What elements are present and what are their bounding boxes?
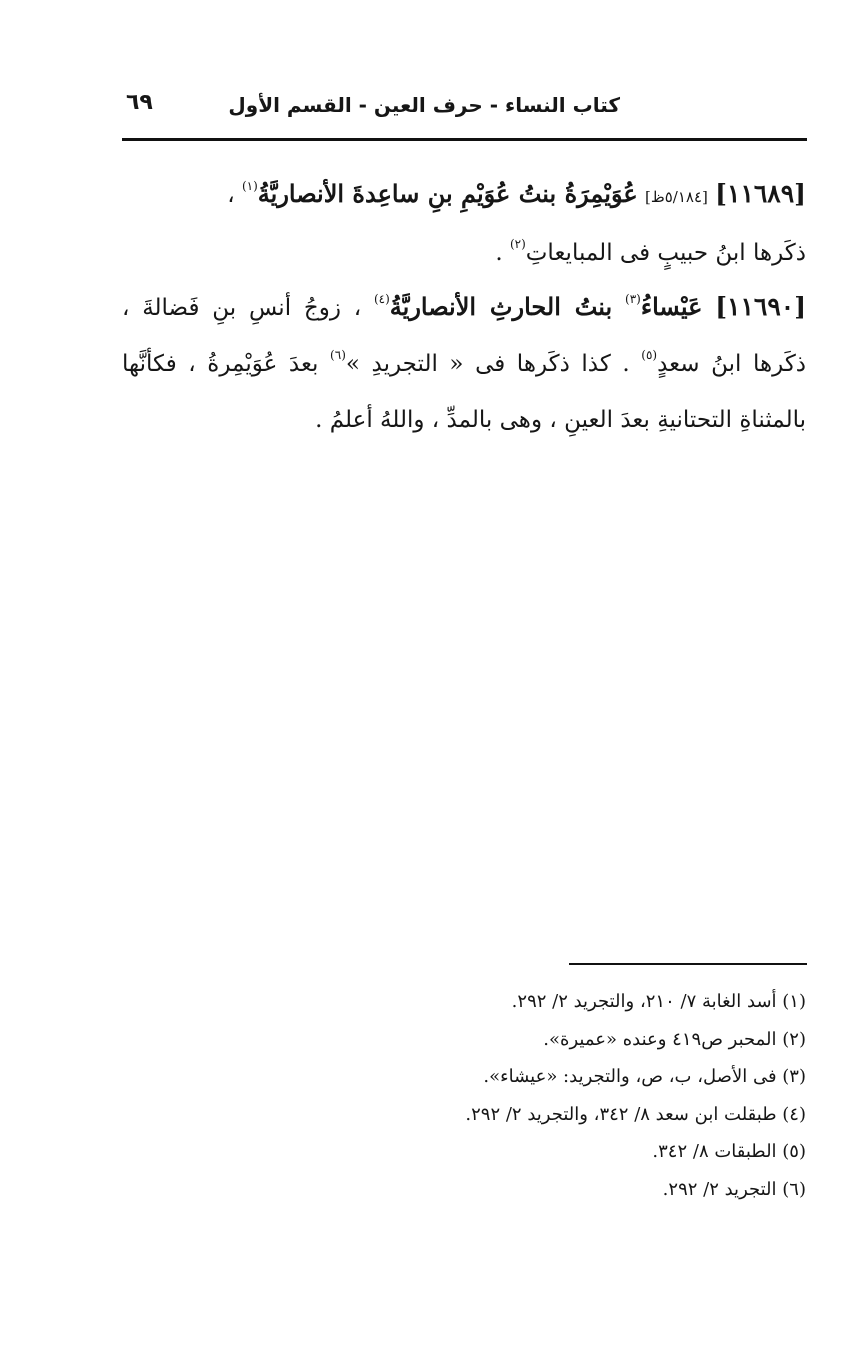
footnote-marker: (٦) — [330, 348, 346, 362]
footnote-item: (٦) التجريد ٢/ ٢٩٢. — [662, 1178, 806, 1200]
entry-number: [١١٦٨٩] — [715, 179, 806, 208]
entry-text: ، — [227, 182, 235, 208]
entry-name: عَيْساءُ — [640, 292, 703, 321]
footnote-item: (٣) فى الأصل، ب، ص، والتجريد: «عيشاء». — [483, 1066, 806, 1087]
entry-text: ذكَرها ابنُ حبيبٍ فى المبايعاتِ — [525, 240, 806, 266]
footnote-rule — [569, 963, 807, 965]
entry-text: . كذا ذكَرها فى « التجريدِ » — [345, 351, 630, 377]
running-header-title: كتاب النساء - حرف العين - القسم الأول — [228, 93, 620, 117]
entry-11689 — [122, 166, 806, 281]
footnote-item: (٤) طبقلت ابن سعد ٨/ ٣٤٢، والتجريد ٢/ ٢٩٢. — [465, 1103, 806, 1125]
entry-name: عُوَيْمِرَةُ بنتُ عُوَيْمِ بنِ ساعِدةَ الأنصاريَّةُ — [257, 179, 638, 208]
entry-text: . — [495, 240, 503, 266]
footnote-marker: (٥) — [641, 348, 658, 362]
entry-number: [١١٦٩٠] — [715, 292, 807, 321]
footnote-marker: (٣) — [625, 292, 641, 306]
manuscript-reference: [٥/١٨٤ظ] — [644, 188, 708, 206]
entry-text: بعدَ عُوَيْمِرةُ ، فكأنَّها بالمثناةِ التحتانيةِ بعدَ العينِ ، وهى بالمدِّ ، واللهُ أعلمُ . — [122, 351, 806, 433]
footnote-marker: (٢) — [509, 237, 526, 251]
footnote-item: (١) أسد الغابة ٧/ ٢١٠، والتجريد ٢/ ٢٩٢. — [511, 991, 806, 1012]
page-number: ٦٩ — [126, 90, 153, 115]
entry-text: ، زوجُ أنسِ بنِ فَضالةَ ، ذكَرها ابنُ سعدٍ — [122, 295, 807, 377]
footnote-marker: (١) — [241, 179, 258, 193]
footnote-item: (٥) الطبقات ٨/ ٣٤٢. — [652, 1141, 806, 1162]
entry-11690 — [122, 279, 806, 448]
footnote-item: (٢) المحبر ص٤١٩ وعنده «عميرة». — [543, 1028, 806, 1050]
header-rule — [122, 138, 807, 141]
footnote-marker: (٤) — [373, 292, 390, 306]
footnotes-list — [122, 983, 806, 1208]
entry-name: بنتُ الحارثِ الأنصاريَّةُ — [389, 292, 613, 321]
